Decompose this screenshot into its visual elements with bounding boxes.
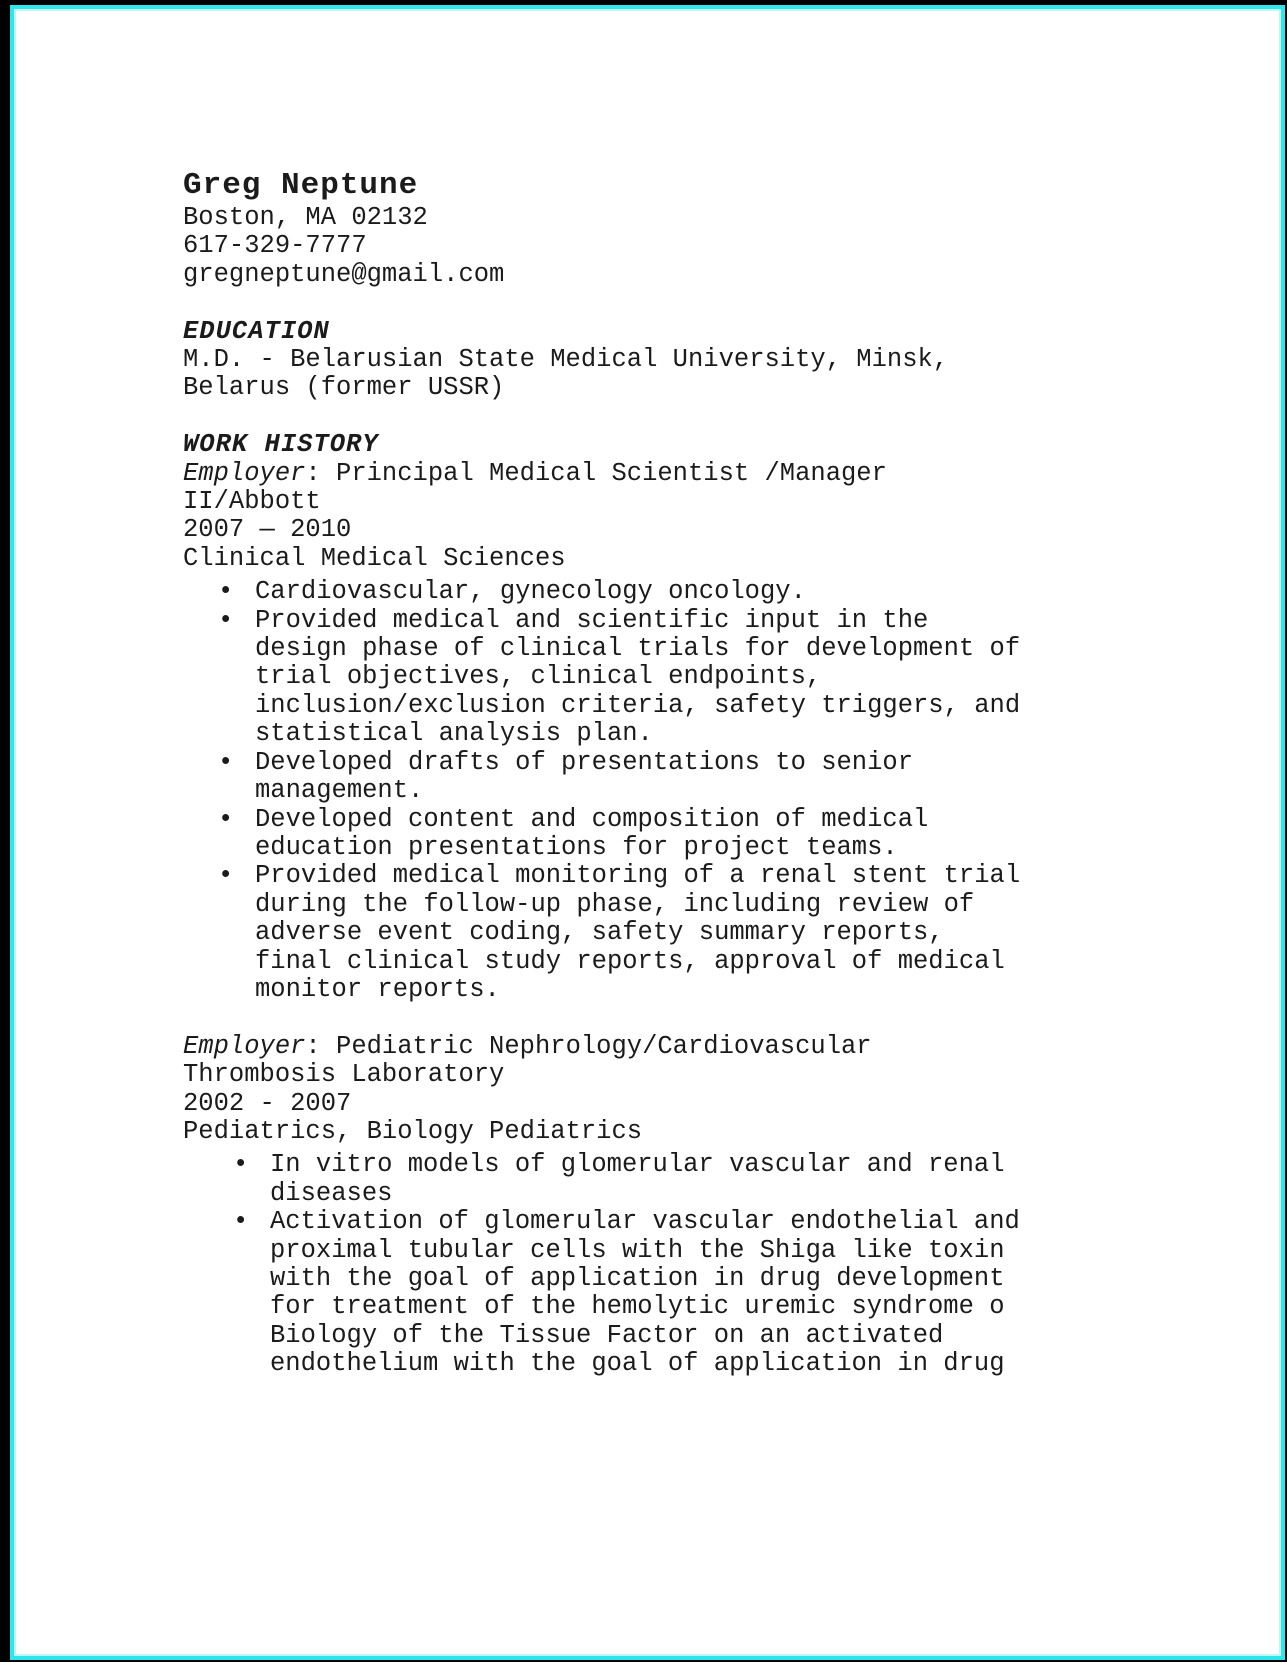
employer-label: Employer (183, 458, 306, 488)
job-entry (183, 1033, 1025, 1379)
bullet-item (183, 578, 1025, 606)
education-heading: EDUCATION (183, 316, 330, 346)
bullet-item (183, 749, 1025, 806)
bullet-item (183, 862, 1025, 1004)
job-employer-line (183, 1033, 1025, 1090)
resume-page (10, 5, 1285, 1660)
bullet-text: Developed content and composition of medical education presentations for project teams. (255, 804, 929, 862)
job-bullet-list (183, 1151, 1025, 1378)
bullet-icon: • (233, 1150, 249, 1180)
bullet-icon: • (218, 577, 234, 607)
bullet-text: Developed drafts of presentations to senior management. (255, 747, 914, 806)
bullet-item (183, 1208, 1025, 1378)
job-department: Clinical Medical Sciences (183, 543, 566, 573)
bullet-text: In vitro models of glomerular vascular and renal diseases (270, 1150, 1005, 1208)
job-employer-line (183, 460, 1025, 517)
job-bullet-list (183, 578, 1025, 1004)
employer-value: : Principal Medical Scientist /Manager II/Abbott (183, 458, 887, 517)
education-degree: M.D. - Belarusian State Medical University, Minsk, Belarus (former USSR) (183, 345, 949, 403)
bullet-text: Provided medical and scientific input in the design phase of clinical trials for development of trial objectives, clinical endpoints, inclusion/exclusion criteria, safety triggers, and statistical analysis plan. (255, 605, 1021, 749)
person-name: Greg Neptune (183, 168, 419, 203)
bullet-text: Activation of glomerular vascular endothelial and proximal tubular cells with the Shiga like toxin with the goal of application in drug development for treatment of the hemolytic uremic syndrome o Biology of the Tissue Factor on an activated endothelium with the goal of application in drug (270, 1207, 1020, 1379)
bullet-text: Provided medical monitoring of a renal stent trial during the follow-up phase, including review of adverse event coding, safety summary reports, final clinical study reports, approval of medical monitor reports. (255, 861, 1021, 1004)
contact-email: gregneptune@gmail.com (183, 259, 505, 289)
resume-content (183, 167, 1025, 1379)
bullet-item (183, 1151, 1025, 1208)
job-department: Pediatrics, Biology Pediatrics (183, 1116, 643, 1146)
bullet-icon: • (218, 605, 234, 635)
bullet-text: Cardiovascular, gynecology oncology. (255, 577, 806, 607)
job-entry (183, 460, 1025, 1005)
job-dates: 2007 — 2010 (183, 515, 352, 545)
employer-value: : Pediatric Nephrology/Cardiovascular Thrombosis Laboratory (183, 1031, 872, 1090)
bullet-icon: • (218, 747, 234, 777)
bullet-icon: • (233, 1207, 249, 1237)
employer-label: Employer (183, 1031, 306, 1061)
bullet-icon: • (218, 861, 234, 891)
job-dates: 2002 - 2007 (183, 1088, 352, 1118)
bullet-item (183, 607, 1025, 749)
bullet-icon: • (218, 804, 234, 834)
work-history-heading: WORK HISTORY (183, 430, 379, 460)
bullet-item (183, 806, 1025, 863)
contact-phone: 617-329-7777 (183, 231, 367, 261)
contact-location: Boston, MA 02132 (183, 203, 428, 232)
